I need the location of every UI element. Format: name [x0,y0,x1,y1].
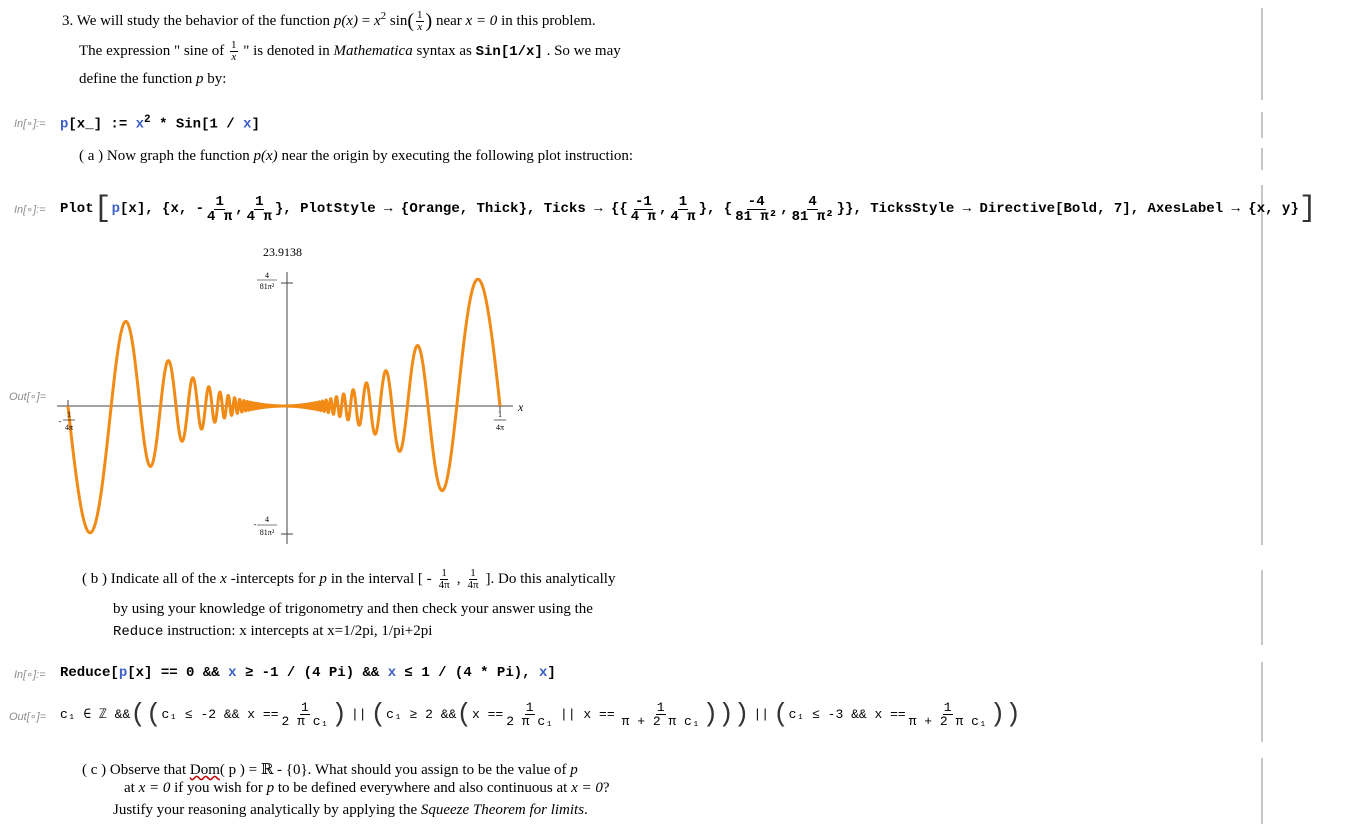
text: Justify your reasoning analytically by applying the [113,802,418,818]
fraction: $\frac{1}{4\pi}$ [438,567,450,591]
code: [x] == 0 && [127,665,220,681]
fraction: $\frac{1}{4 \pi}$ [207,193,233,225]
text: . So we may [546,42,621,59]
args: [x_] [68,116,103,133]
fraction: $\frac{-4}{\text{81 π²}}$ [735,193,778,225]
input-reduce[interactable]: Reduce[p[x] == 0 && x ≥ -1 / (4 Pi) && x ≤ 1 / (4 * Pi), x] [60,665,556,681]
fraction: $\frac{1}{\text{2 π c₁}}$ [506,699,554,729]
code: }, PlotStyle → {Orange, Thick}, Ticks → {{ [274,201,628,217]
symbol-x: x [228,665,237,681]
func-name: p [333,13,342,29]
code: }}, TicksStyle → Directive[Bold, 7], AxesLabel → {x, y} [836,201,1299,217]
comma: , [456,571,461,587]
func-name: p [253,148,262,164]
text: ( a ) Now graph the function [79,148,250,164]
q3-line-1: 3. We will study the behavior of the function $p(x) = x^2$ sin( $\frac{1}{x}$ ) near x = 0 in this problem. [62,9,596,34]
cell-bracket[interactable] [1261,185,1263,545]
q3-line-3 [79,71,226,88]
fraction: $\frac{-1}{4 \pi}$ [630,193,656,225]
svg-text:-: - [58,417,62,426]
symbol-p: p [60,116,69,133]
cell-bracket[interactable] [1261,112,1263,138]
in-label: In[∘]:= [14,669,46,681]
fraction: $\frac{1}{4 \pi}$ [670,193,696,225]
text: define the function [79,71,193,87]
fraction: $\frac{1}{\text{2 π c₁}}$ [281,699,329,729]
out-label: Out[∘]= [9,711,47,723]
set-delayed: := [110,116,128,133]
q3-text: We will study the behavior of the function [76,13,331,29]
symbol-x: x [135,116,145,133]
cell-bracket[interactable] [1261,758,1263,824]
or: || [350,706,367,722]
text: ? [602,780,610,796]
text: ( p ) = ℝ - {0}. What should you assign to be the value of [219,762,567,778]
code: c₁ ∈ ℤ && [60,706,131,722]
text: ( b ) Indicate all of the [82,571,217,587]
fraction: $\frac{1}{\text{π + 2 π c₁}}$ [621,699,700,729]
input-plot[interactable]: Plot [ p [x], {x, - $\frac{1}{4 \pi}$ , $\frac{1}{4 \pi}$ }, PlotStyle → {Orange, Thick}, Ticks → {{ $\frac{-1}{4 \pi}$ , $\frac{1}{4 \pi}$ }, { $\frac{-4}{\text{81 π²}}$ , $\frac{4}{\text{81 π²}}$ }}, TicksStyle → Directive[Bold, 7], AxesLabel → {x, y} ] [60,192,1317,226]
symbol-x: x [387,665,397,681]
func-name: p [319,571,327,587]
func-arg: (x) [341,13,358,29]
fraction: $\frac{1}{4\pi}$ [467,567,479,591]
in-label: In[∘]:= [14,204,46,216]
code: }, { [698,201,733,217]
plot-graphic[interactable] [55,262,535,552]
squeeze-theorem: Squeeze Theorem for limits [420,802,585,818]
code: ≤ 1 / (4 * Pi), [404,665,531,681]
svg-text:1: 1 [67,410,71,419]
part-c-line-1 [82,760,578,779]
text: . [584,802,588,818]
out-label: Out[∘]= [9,391,47,403]
q3-text-end: in this problem. [501,13,596,29]
text: " is denoted in [243,42,330,59]
y-tick-bottom-label [254,515,277,537]
func-arg: (x) [261,148,278,164]
exponent: 2 [144,114,151,126]
x-tick-right-label [494,410,506,432]
part-a-text [79,148,633,165]
or: || [753,706,770,722]
code-sin: Sin[1/x] [475,43,543,60]
func-name: p [196,71,204,87]
dom-word: Dom [189,762,220,778]
symbol-p: p [111,201,121,217]
func-name: p [266,780,275,796]
svg-text:-: - [253,520,257,529]
comma: , [235,201,244,217]
cell-bracket[interactable] [1261,570,1263,645]
fraction: $\frac{1}{x}$ [231,39,237,63]
code-reduce: Reduce [113,624,164,640]
plot-keyword: Plot [60,201,94,217]
text: ( c ) Observe that [82,762,187,778]
code: x == [471,706,504,722]
text: near the origin by executing the following plot instruction: [281,148,634,164]
fraction: $\frac{1}{4 \pi}$ [246,193,272,225]
text: at [124,780,135,796]
text: if you wish for [174,780,263,796]
text: by: [207,71,227,87]
svg-text:81π²: 81π² [259,282,275,291]
code: || x == [560,706,615,722]
svg-text:81π²: 81π² [259,528,275,537]
code: [x], {x, - [120,201,205,217]
text: instruction: x intercepts at x=1/2pi, 1/pi+2pi [167,623,433,639]
svg-text:4: 4 [265,515,269,524]
sin: sin [389,13,408,29]
cell-bracket[interactable] [1261,8,1263,100]
x-var: x [220,571,227,587]
text: ]. Do this analytically [485,571,616,587]
condition: x = 0 [571,780,603,796]
symbol-x: x [243,116,252,133]
part-b-line-3 [113,623,432,640]
svg-text:1: 1 [498,410,502,419]
svg-text:4π: 4π [495,423,505,432]
condition: x = 0 [465,13,498,29]
condition: x = 0 [138,780,171,796]
output-reduce[interactable]: c₁ ∈ ℤ && (( c₁ ≤ -2 && x == $\frac{1}{\text{2 π c₁}}$ ) || ( c₁ ≥ 2 && ( x == $\frac{1}{\text{2 π c₁}}$ || x == $\frac{1}{\text{π + 2 π c₁}}$ ))) || ( c₁ ≤ -3 && x == $\frac{1}{\text{π + 2 π c₁}}$ )) [60,699,1021,729]
part-b-line-2: by using your knowledge of trigonometry and then check your answer using the [113,601,593,617]
x-tick-left-label [59,410,75,432]
text: in the interval [ - [330,571,432,587]
q3-line-2 [79,40,621,63]
y-tick-top-label [257,271,277,291]
fraction: $\frac{1}{\text{π + 2 π c₁}}$ [908,699,987,729]
fraction: $\frac{1}{x}$ [417,9,423,34]
cell-bracket[interactable] [1261,662,1263,742]
code: ] [251,116,260,133]
svg-text:4π: 4π [64,423,74,432]
code: c₁ ≥ 2 && [386,706,457,722]
part-c-line-2 [124,780,610,797]
code: c₁ ≤ -3 && x == [788,706,906,722]
input-define-p[interactable] [60,114,260,133]
equals: = [361,13,371,29]
symbol-x: x [538,665,548,681]
symbol-p: p [118,665,128,681]
fraction: $\frac{4}{\text{81 π²}}$ [791,193,834,225]
near-text: near [435,13,462,29]
text: to be defined everywhere and also continuous at [277,780,568,796]
in-label: In[∘]:= [14,118,46,130]
svg-text:4: 4 [265,271,269,280]
code: ≥ -1 / (4 Pi) && [244,665,380,681]
reduce-keyword: Reduce [60,665,111,681]
x-var: x [373,13,381,29]
axis-x-label: x [518,400,524,414]
text: The expression " sine of [79,42,225,59]
mathematica-word: Mathematica [333,42,413,59]
code: ] [547,665,556,681]
cell-bracket[interactable] [1261,148,1263,170]
func-name: p [570,762,578,778]
part-b-line-1 [82,568,615,591]
code: * Sin[1 / [159,116,235,133]
code: c₁ ≤ -2 && x == [161,706,279,722]
plot-ymax-label: 23.9138 [263,245,302,259]
text: syntax as [416,42,472,59]
part-c-line-3 [113,802,588,819]
text: -intercepts for [230,571,316,587]
exponent: 2 [380,10,387,22]
q3-number: 3. [62,13,74,29]
